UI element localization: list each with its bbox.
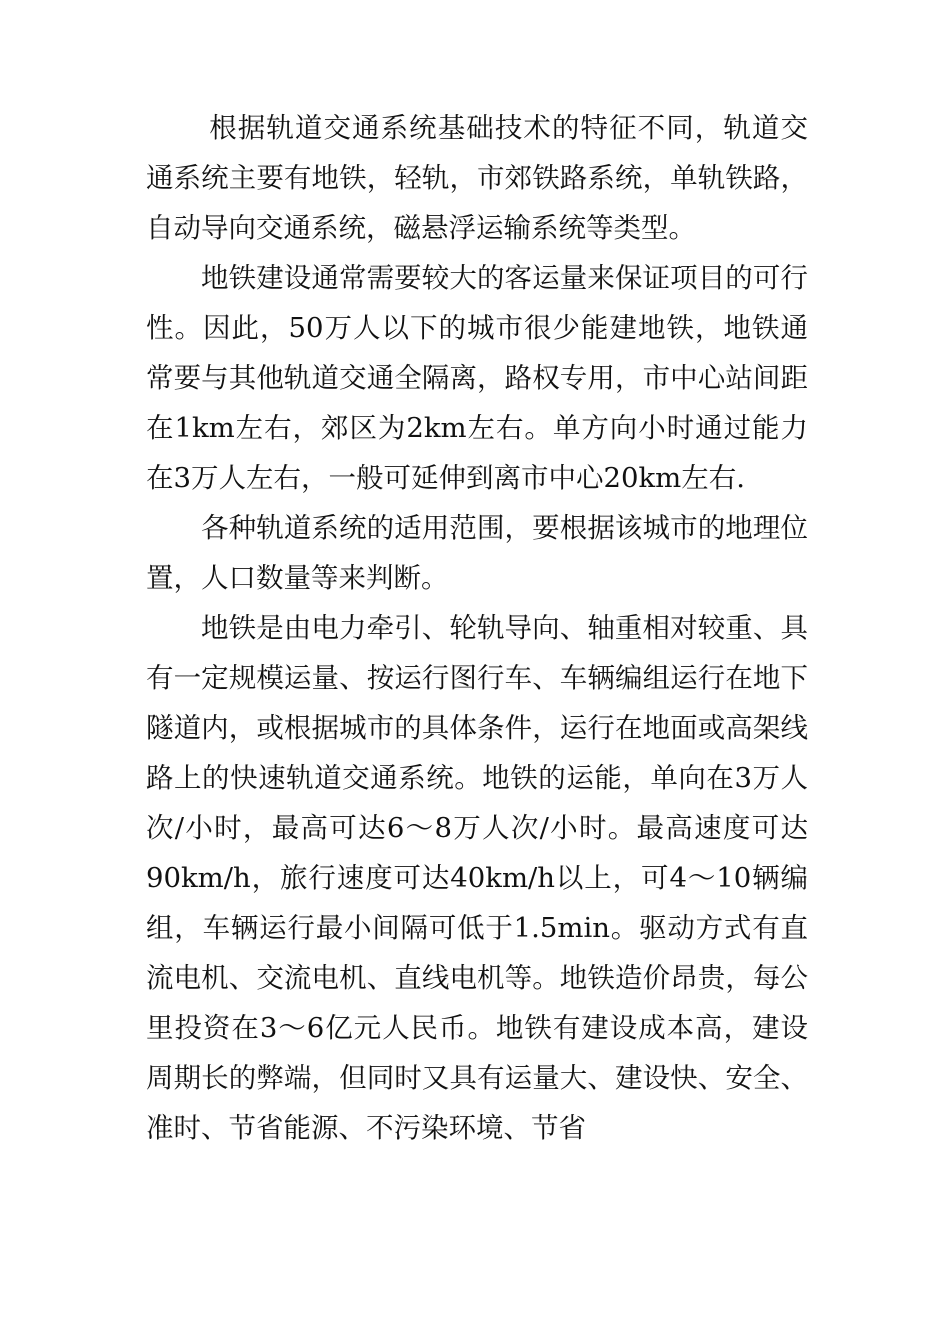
paragraph-application-scope: 各种轨道系统的适用范围，要根据该城市的地理位置，人口数量等来判断。 bbox=[146, 512, 808, 594]
paragraph-subway-definition: 地铁是由电力牵引、轮轨导向、轴重相对较重、具有一定规模运量、按运行图行车、车辆编组运行在地下隧道内，或根据城市的具体条件，运行在地面或高架线路上的快速轨道交通系统。地铁的运能，单向在3万人次/小时，最高可达6～8万人次/小时。最高速度可达90km/h，旅行速度可达40km/h以上，可4～10辆编组，车辆运行最小间隔可低于1.5min。驱动方式有直流电机、交流电机、直线电机等。地铁造价昂贵，每公里投资在3～6亿元人民币。地铁有建设成本高，建设周期长的弊端，但同时又具有运量大、建设快、安全、准时、节省能源、不污染环境、节省 bbox=[146, 612, 808, 1144]
paragraph-subway-feasibility: 地铁建设通常需要较大的客运量来保证项目的可行性。因此，50万人以下的城市很少能建地铁，地铁通常要与其他轨道交通全隔离，路权专用，市中心站间距在1km左右，郊区为2km左右。单方向小时通过能力在3万人左右，一般可延伸到离市中心20km左右. bbox=[146, 262, 808, 494]
document-body bbox=[146, 103, 808, 1153]
paragraph-rail-system-types: 根据轨道交通系统基础技术的特征不同，轨道交通系统主要有地铁，轻轨，市郊铁路系统，单轨铁路，自动导向交通系统，磁悬浮运输系统等类型。 bbox=[146, 112, 808, 244]
